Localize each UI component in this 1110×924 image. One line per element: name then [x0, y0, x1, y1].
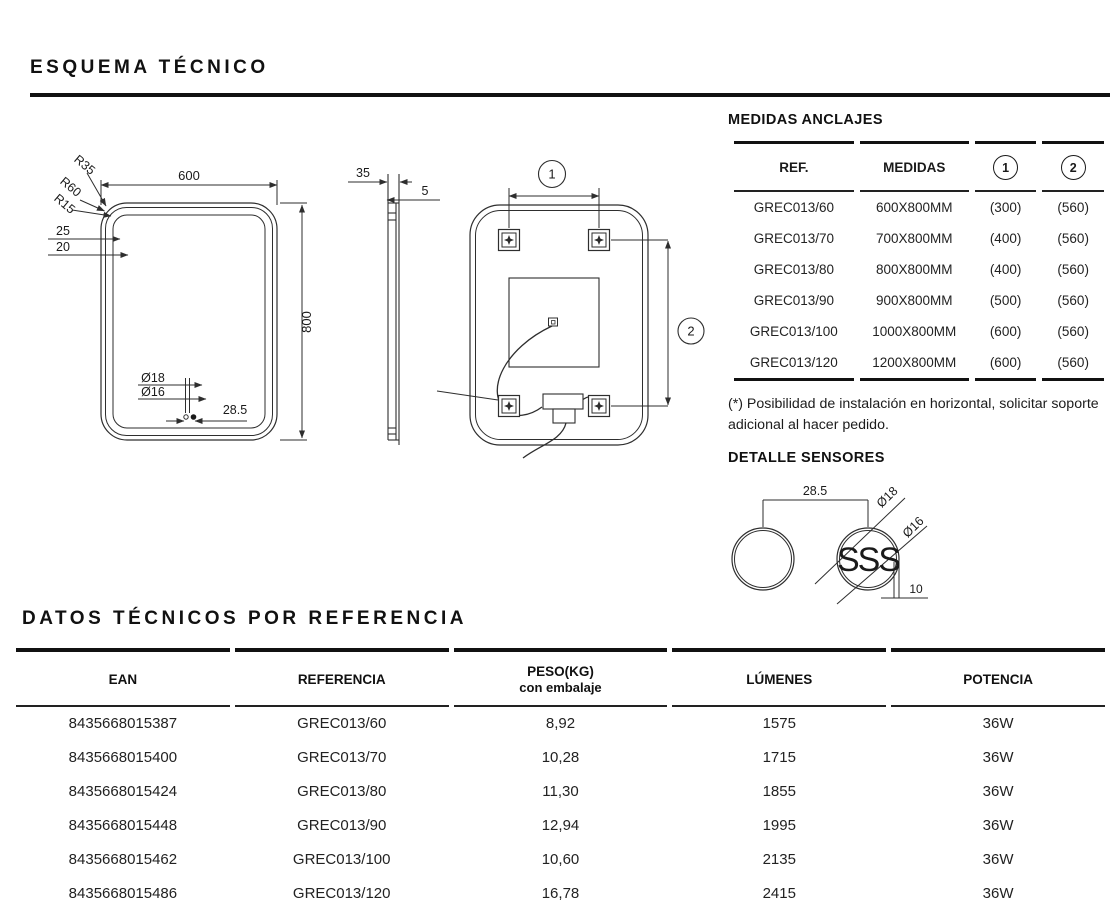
cell-c2: (560)	[1042, 347, 1104, 381]
dim-label-d16: Ø16	[899, 513, 927, 541]
cell-ref: GREC013/100	[292, 851, 391, 868]
sensor-detail-drawing	[715, 482, 960, 617]
sensor-detail-labels	[803, 484, 927, 596]
connector-plug	[553, 409, 575, 423]
dim-label-spacing: 28.5	[802, 484, 828, 498]
dim-label-600: 600	[178, 168, 200, 183]
table-row	[16, 741, 1105, 775]
cell-peso: 11,30	[542, 783, 579, 800]
dim-label-r15: R15	[51, 191, 78, 217]
installation-note: (*) Posibilidad de instalación en horizontal, solicitar soporte adicional al hacer pedido.	[728, 396, 1099, 433]
cell-c1: (400)	[989, 262, 1022, 277]
cell-lumens: 1995	[762, 817, 796, 834]
anchor-leader-left	[437, 391, 498, 400]
tech-data-table	[11, 648, 1110, 911]
dim-label-d16: Ø16	[141, 385, 165, 399]
side-view-drawing	[388, 174, 399, 445]
cell-power: 36W	[982, 715, 1014, 732]
table-row	[734, 285, 1104, 316]
cell-lumens: 1575	[762, 715, 796, 732]
cell-ref: GREC013/70	[753, 231, 834, 246]
cell-ref: GREC013/120	[734, 347, 854, 381]
cell-power: 36W	[982, 783, 1014, 800]
cell-ean: 8435668015462	[68, 851, 178, 868]
col-header-potencia: POTENCIA	[891, 648, 1105, 707]
col-header-ean: EAN	[16, 648, 230, 707]
cell-power: 36W	[982, 749, 1014, 766]
dim-label-r60: R60	[57, 174, 84, 200]
cell-ref: GREC013/70	[297, 749, 387, 766]
sensor-circle-left	[732, 528, 794, 590]
tech-header-row	[16, 648, 1105, 707]
col-header-lumenes: LÚMENES	[672, 648, 886, 707]
col-header-ref: REF.	[734, 141, 854, 192]
back-view-drawing	[437, 205, 648, 458]
dim-label-28-5: 28.5	[222, 403, 248, 417]
col-header-2	[1042, 141, 1104, 192]
cell-medidas: 600X800MM	[875, 200, 953, 215]
cell-lumens: 1855	[762, 783, 796, 800]
sensors-detail-title: DETALLE SENSORES	[728, 450, 885, 467]
driver-box	[509, 278, 599, 367]
dim-label-25: 25	[56, 224, 70, 238]
cell-ean: 8435668015424	[68, 783, 178, 800]
front-view-dimensions	[48, 173, 307, 440]
cell-peso: 10,28	[541, 749, 580, 766]
anchor-icon	[499, 396, 520, 417]
cell-power: 36W	[982, 885, 1014, 902]
cell-ean: 8435668015387	[68, 715, 178, 732]
table-row	[16, 809, 1105, 843]
cell-ean: 8435668015486	[68, 885, 178, 902]
cell-peso: 10,60	[541, 851, 580, 868]
cell-c1: (500)	[989, 293, 1022, 308]
col-header-peso	[454, 648, 668, 707]
cell-c2: (560)	[1057, 293, 1089, 308]
cell-c2: (560)	[1057, 262, 1089, 277]
col-header-peso-sub: con embalaje	[519, 680, 602, 695]
table-row	[16, 843, 1105, 877]
dim-label-800: 800	[299, 311, 314, 333]
callout-1: 1	[548, 166, 556, 182]
cell-medidas: 700X800MM	[875, 231, 953, 246]
cell-power: 36W	[982, 851, 1014, 868]
cell-peso: 8,92	[545, 715, 576, 732]
cell-peso: 12,94	[541, 817, 580, 834]
cell-c1: (400)	[989, 231, 1022, 246]
cell-c2: (560)	[1057, 231, 1089, 246]
anchor-icon	[589, 396, 610, 417]
tech-data-title: DATOS TÉCNICOS POR REFERENCIA	[22, 608, 467, 629]
dim-label-d18: Ø18	[141, 371, 165, 385]
cell-ref: GREC013/60	[753, 200, 834, 215]
cell-lumens: 2415	[762, 885, 796, 902]
cell-lumens: 1715	[762, 749, 796, 766]
cell-c2: (560)	[1057, 200, 1089, 215]
table-row	[734, 192, 1104, 223]
dim-label-r35: R35	[71, 152, 98, 178]
dim-label-5: 5	[421, 184, 429, 198]
cell-ref: GREC013/120	[292, 885, 391, 902]
cell-ref: GREC013/60	[297, 715, 387, 732]
connector-body	[543, 394, 583, 409]
circled-1: 1	[993, 155, 1018, 180]
anchor-icon	[499, 230, 520, 251]
table-row	[16, 877, 1105, 911]
sensor-symbol: SSS	[836, 541, 900, 579]
col-header-peso-main: PESO(KG)	[527, 664, 594, 679]
dim-label-d18: Ø18	[873, 483, 901, 511]
cable-tail	[523, 423, 566, 458]
col-header-referencia: REFERENCIA	[235, 648, 449, 707]
table-row	[734, 254, 1104, 285]
cell-lumens: 2135	[762, 851, 796, 868]
cell-medidas: 1200X800MM	[860, 347, 969, 381]
col-header-1	[975, 141, 1037, 192]
sensor-dot-open	[184, 415, 188, 419]
dim-label-10: 10	[909, 582, 923, 596]
back-view-callouts	[539, 161, 705, 345]
dim-label-35: 35	[356, 166, 370, 180]
cell-c1: (600)	[975, 347, 1037, 381]
callout-2: 2	[687, 323, 695, 339]
cell-ref: GREC013/90	[297, 817, 387, 834]
cell-ref: GREC013/100	[749, 324, 838, 339]
cell-ean: 8435668015400	[68, 749, 178, 766]
dim-width	[101, 180, 277, 205]
page-title: ESQUEMA TÉCNICO	[30, 57, 269, 78]
anchors-table	[728, 141, 1110, 381]
cell-ref: GREC013/80	[753, 262, 834, 277]
dim-label-20: 20	[56, 240, 70, 254]
cell-ref: GREC013/90	[753, 293, 834, 308]
circled-2: 2	[1061, 155, 1086, 180]
cell-ref: GREC013/80	[297, 783, 387, 800]
table-row	[734, 223, 1104, 254]
table-row	[16, 775, 1105, 809]
technical-drawings	[0, 110, 720, 610]
sensor-dot-filled	[191, 414, 197, 420]
cell-c1: (300)	[989, 200, 1022, 215]
anchors-table-title: MEDIDAS ANCLAJES	[728, 112, 883, 128]
front-view-labels	[51, 152, 314, 417]
cell-peso: 16,78	[541, 885, 580, 902]
anchor-icon	[589, 230, 610, 251]
table-row	[734, 347, 1104, 381]
anchors-section	[728, 112, 1110, 466]
cell-medidas: 900X800MM	[875, 293, 953, 308]
col-header-medidas: MEDIDAS	[860, 141, 969, 192]
cell-medidas: 1000X800MM	[872, 324, 957, 339]
cable-entry	[549, 318, 558, 326]
cell-c2: (560)	[1057, 324, 1089, 339]
cell-medidas: 800X800MM	[875, 262, 953, 277]
anchors-header-row	[734, 141, 1104, 192]
title-rule	[30, 93, 1110, 97]
cell-c1: (600)	[989, 324, 1022, 339]
table-row	[16, 707, 1105, 741]
cell-ean: 8435668015448	[68, 817, 178, 834]
cell-power: 36W	[982, 817, 1014, 834]
table-row	[734, 316, 1104, 347]
